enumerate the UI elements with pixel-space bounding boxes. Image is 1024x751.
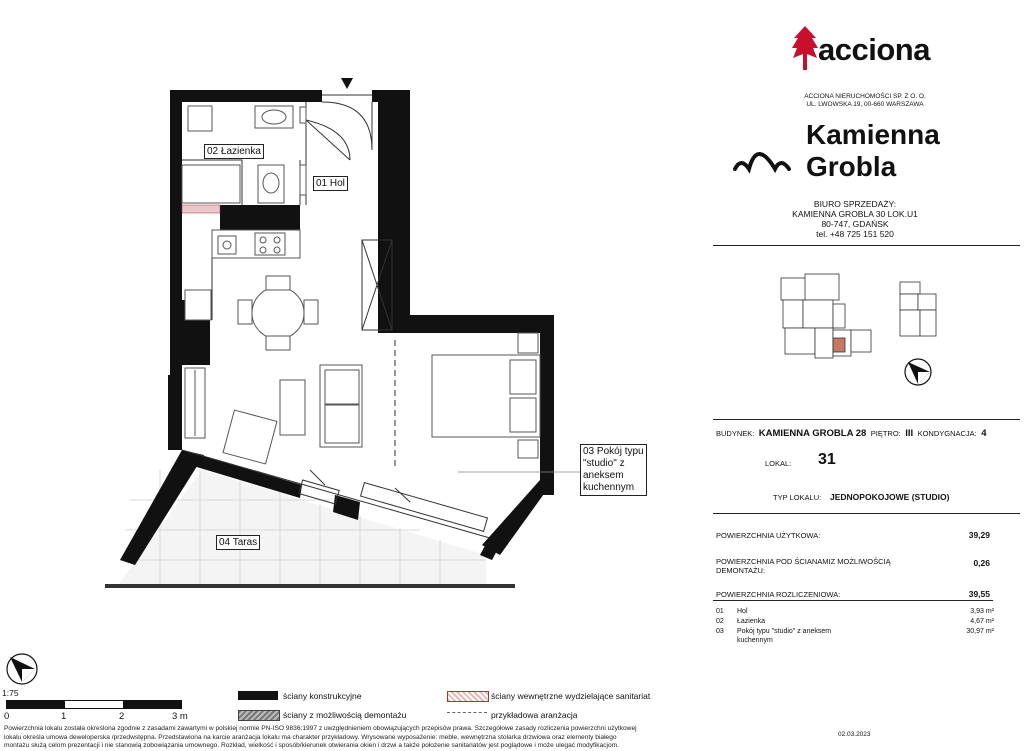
removable-area-value: 0,26	[973, 558, 990, 568]
room-row	[716, 618, 994, 628]
project-name-line1: Kamienna	[806, 119, 940, 150]
building-value: KAMIENNA GROBLA 28	[758, 428, 867, 439]
usable-area-value: 39,29	[968, 530, 990, 540]
level-label: KONDYGNACJA:	[917, 429, 977, 438]
studio-label-line3: aneksem	[583, 470, 624, 481]
room-no: 01	[716, 608, 724, 615]
usable-area-label: POWIERZCHNIA UŻYTKOWA:	[716, 531, 821, 540]
sales-office-line2: 80-747, GDAŃSK	[821, 219, 889, 229]
room-area: 4,67 m²	[970, 618, 994, 625]
room-row	[716, 628, 994, 648]
room-no: 02	[716, 618, 724, 625]
divider-rooms	[713, 600, 993, 601]
sales-office-phone: tel. +48 725 151 520	[816, 229, 894, 239]
hall-label: 01 Hol	[313, 176, 348, 191]
studio-label	[580, 444, 647, 496]
disclaimer-line3: montażu służą celom prezentacji i nie stanowią zobowiązania umownego. Rozkład, wielkość i sposób/kierunek otwierania okien i drzwi a także położenie sanitariatów jest poglądowe i może ulegać modyfikacjom.	[4, 742, 619, 749]
entrance-arrow	[341, 78, 353, 89]
unit-number-value: 31	[818, 451, 836, 468]
divider-unit	[713, 419, 1020, 420]
legend-removable-swatch	[238, 710, 280, 721]
legend-arrangement-label: przykładowa aranżacja	[491, 710, 578, 720]
floor-value: III	[905, 428, 914, 439]
bathroom-label: 02 Łazienka	[204, 144, 264, 159]
room-area: 30,97 m²	[966, 628, 994, 635]
sales-office-line1: KAMIENNA GROBLA 30 LOK.U1	[792, 209, 918, 219]
floor-label: PIĘTRO:	[870, 429, 901, 438]
disclaimer-line1: Powierzchnia lokalu została określona zgodnie z zasadami zawartymi w polskiej normie PN-ISO 9836:1997 z uwzględnieniem obowiązujących przepisów prawa. Szczegółowe zasady rozliczenia powierzchni użytkowej	[4, 725, 637, 732]
room-name: Łazienka	[737, 618, 766, 625]
unit-type-value: JEDNOPOKOJOWE (STUDIO)	[830, 492, 950, 502]
scale-tick-3: 3 m	[172, 711, 188, 722]
building-label: BUDYNEK:	[716, 429, 755, 438]
brand-name: acciona	[818, 32, 930, 67]
brand-company: ACCIONA NIERUCHOMOŚCI SP. Z O. O.	[804, 93, 926, 100]
scale-bar	[6, 700, 182, 709]
legend-arrangement-swatch	[447, 712, 487, 713]
room-name: Pokój typu "studio" z aneksem kuchennym	[737, 628, 832, 644]
legend-removable-label: ściany z możliwością demontażu	[283, 710, 407, 720]
level-value: 4	[981, 428, 987, 439]
removable-area-label: POWIERZCHNIA POD ŚCIANAMIZ MOŻLIWOŚCIĄ DEMONTAŻU:	[716, 557, 891, 575]
room-no: 03	[716, 628, 724, 635]
legend-structural-swatch	[238, 691, 278, 700]
scale-tick-0: 0	[4, 711, 10, 722]
billing-area-value: 39,55	[968, 589, 990, 599]
rooms-table	[716, 608, 994, 648]
sales-office-title: BIURO SPRZEDAŻY:	[813, 199, 897, 209]
billing-area-label: POWIERZCHNIA ROZLICZENIOWA:	[716, 590, 841, 599]
project-name-line2: Grobla	[806, 151, 897, 182]
key-plan-compass-icon	[903, 357, 933, 387]
brand-address: UL. LWOWSKA 19, 00-660 WARSZAWA	[806, 101, 924, 108]
site-key-plan	[775, 272, 945, 364]
disclaimer-line2: lokalu określa umowa deweloperska /przedwstępna. Przedstawiona na karcie aranżacja lokalu ma charakter przykładowy. Wrysowane wyposażenie: meble, wewnętrzna stolarka drzwiowa oraz elementy białego	[4, 733, 617, 741]
unit-type-label: TYP LOKALU:	[773, 493, 822, 502]
legend-sanitary-swatch	[447, 691, 489, 702]
studio-label-line1: 03 Pokój typu	[583, 446, 644, 457]
divider-areas	[713, 513, 1020, 514]
legend-sanitary-label: ściany wewnętrzne wydzielające sanitariat	[491, 691, 651, 701]
disclaimer-date: 02.03.2023	[838, 731, 871, 738]
sanitary-wall	[182, 205, 220, 213]
terrace-label: 04 Taras	[216, 535, 260, 550]
acciona-logo-icon	[790, 24, 820, 72]
unit-highlight	[833, 338, 845, 352]
room-name: Hol	[737, 608, 748, 615]
studio-label-line4: kuchennym	[583, 482, 635, 493]
studio-label-line2: "studio" z	[583, 458, 625, 469]
terrace-railing	[105, 584, 515, 588]
compass-icon	[5, 652, 39, 686]
waves-logo-icon	[733, 135, 791, 175]
scale-ratio: 1:75	[2, 688, 19, 698]
unit-number-label: LOKAL:	[765, 459, 792, 468]
room-row	[716, 608, 994, 618]
divider-top	[713, 245, 1020, 246]
scale-tick-1: 1	[61, 711, 67, 722]
room-area: 3,93 m²	[970, 608, 994, 615]
legend-structural-label: ściany konstrukcyjne	[283, 691, 362, 701]
scale-tick-2: 2	[119, 711, 125, 722]
unit-info-row	[716, 423, 987, 441]
